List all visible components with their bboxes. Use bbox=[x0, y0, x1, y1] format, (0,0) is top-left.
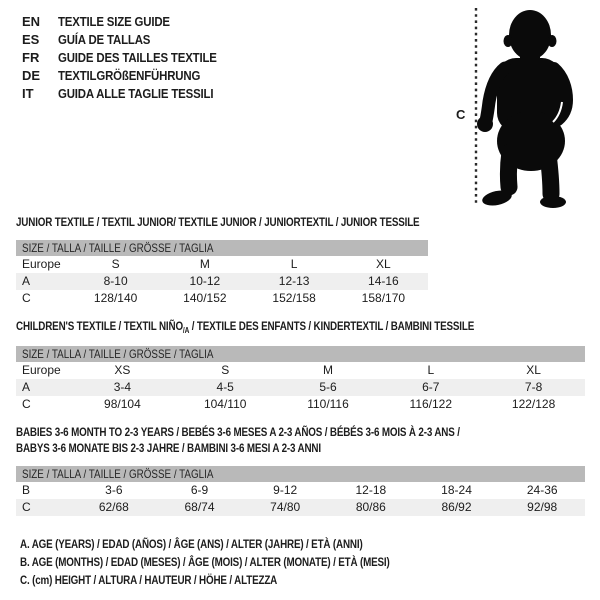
table-title-line bbox=[16, 318, 483, 336]
language-code: IT bbox=[22, 86, 34, 101]
footnote-line: C. (cm) HEIGHT / ALTURA / HAUTEUR / HÖHE / ALTEZZA bbox=[20, 573, 278, 587]
row-label: B bbox=[22, 483, 31, 497]
table-cell: S bbox=[221, 363, 230, 377]
language-title: GUIDA ALLE TAGLIE TESSILI bbox=[58, 86, 214, 101]
size-header-text: SIZE / TALLA / TAILLE / GRÖSSE / TAGLIA bbox=[22, 241, 214, 255]
row-label: C bbox=[22, 500, 31, 514]
table-cell: 80/86 bbox=[355, 500, 386, 514]
table-cell: 62/68 bbox=[98, 500, 129, 514]
table-cell: 74/80 bbox=[270, 500, 301, 514]
table-cell: 6-9 bbox=[190, 483, 209, 497]
table-cell: 68/74 bbox=[184, 500, 215, 514]
language-row bbox=[22, 85, 238, 103]
table-cell: 4-5 bbox=[216, 380, 234, 394]
row-label: C bbox=[22, 397, 31, 411]
table-row bbox=[16, 499, 585, 516]
language-title: GUIDE DES TAILLES TEXTILE bbox=[58, 50, 217, 65]
table-row bbox=[16, 396, 585, 413]
table-title bbox=[16, 318, 483, 336]
table-cell: 10-12 bbox=[189, 274, 221, 288]
table-cell: 24-36 bbox=[526, 483, 558, 497]
table-title bbox=[16, 424, 483, 456]
table-cell: 8-10 bbox=[103, 274, 128, 288]
row-label: Europe bbox=[22, 363, 61, 377]
baby-silhouette-icon bbox=[450, 4, 584, 212]
table-cell: XL bbox=[376, 257, 391, 271]
table-title-line bbox=[16, 424, 483, 440]
table-title-text: BABIES 3-6 MONTH TO 2-3 YEARS / BEBÉS 3-6 MESES A 2-3 AÑOS / BÉBÉS 3-6 MOIS À 2-3 ANS / bbox=[16, 425, 460, 439]
table-cell: 9-12 bbox=[273, 483, 298, 497]
language-code: FR bbox=[22, 50, 40, 65]
table-cell: 128/140 bbox=[93, 291, 138, 305]
table-cell: 12-18 bbox=[355, 483, 387, 497]
table-row bbox=[16, 256, 428, 273]
table-cell: L bbox=[290, 257, 298, 271]
table-row bbox=[16, 482, 585, 499]
table-title-text: JUNIOR TEXTILE / TEXTIL JUNIOR/ TEXTILE JUNIOR / JUNIORTEXTIL / JUNIOR TESSILE bbox=[16, 215, 420, 229]
row-label: Europe bbox=[22, 257, 61, 271]
table-cell: 158/170 bbox=[361, 291, 406, 305]
language-title: TEXTILE SIZE GUIDE bbox=[58, 14, 170, 29]
language-code: ES bbox=[22, 32, 40, 47]
table-row bbox=[16, 379, 585, 396]
table-rows bbox=[16, 362, 585, 413]
table-babies-textile bbox=[16, 424, 585, 516]
table-cell: XL bbox=[526, 363, 541, 377]
language-row bbox=[22, 13, 238, 31]
size-header-text: SIZE / TALLA / TAILLE / GRÖSSE / TAGLIA bbox=[22, 467, 214, 481]
table-cell: 152/158 bbox=[272, 291, 316, 305]
table-rows bbox=[16, 256, 428, 307]
table-row bbox=[16, 362, 585, 379]
table-cell: 3-4 bbox=[113, 380, 132, 394]
table-cell: M bbox=[322, 363, 333, 377]
table-cell: 104/110 bbox=[203, 397, 247, 411]
size-header-bar bbox=[16, 466, 585, 482]
table-title-text: / TEXTILE DES ENFANTS / KINDERTEXTIL / BAMBINI TESSILE bbox=[189, 319, 475, 333]
table-cell: 7-8 bbox=[524, 380, 543, 394]
table-cell: 18-24 bbox=[441, 483, 472, 497]
table-cell: 5-6 bbox=[319, 380, 337, 394]
table-cell: 110/116 bbox=[307, 397, 349, 411]
figure-area bbox=[450, 4, 584, 212]
language-title: TEXTILGRÖßENFÜHRUNG bbox=[58, 68, 201, 83]
table-cell: 140/152 bbox=[183, 291, 227, 305]
footnotes bbox=[20, 535, 471, 589]
table-title-line bbox=[16, 214, 420, 230]
language-row bbox=[22, 67, 238, 85]
table-cell: S bbox=[111, 257, 120, 271]
footnote-line: B. AGE (MONTHS) / EDAD (MESES) / ÂGE (MOIS) / ALTER (MONATE) / ETÀ (MESI) bbox=[20, 555, 390, 569]
table-title-text: BABYS 3-6 MONATE BIS 2-3 JAHRE / BAMBINI 3-6 MESI A 2-3 ANNI bbox=[16, 441, 321, 455]
table-cell: XS bbox=[114, 363, 131, 377]
row-label: C bbox=[22, 291, 31, 305]
table-cell: 86/92 bbox=[441, 500, 472, 514]
table-cell: 3-6 bbox=[105, 483, 123, 497]
table-cell: 92/98 bbox=[527, 500, 558, 514]
language-list bbox=[22, 13, 238, 103]
table-cell: 116/122 bbox=[409, 397, 453, 411]
language-row bbox=[22, 31, 238, 49]
table-cell: 6-7 bbox=[422, 380, 440, 394]
table-cell: 98/104 bbox=[104, 397, 141, 411]
table-title bbox=[16, 214, 420, 230]
table-children-textile bbox=[16, 318, 585, 413]
height-measure-label: C bbox=[456, 107, 466, 122]
size-header-text: SIZE / TALLA / TAILLE / GRÖSSE / TAGLIA bbox=[22, 347, 214, 361]
size-header-bar bbox=[16, 346, 585, 362]
table-title-line bbox=[16, 440, 483, 456]
table-cell: M bbox=[199, 257, 210, 271]
row-label: A bbox=[22, 274, 31, 288]
language-code: DE bbox=[22, 68, 41, 83]
size-header-bar bbox=[16, 240, 428, 256]
table-junior-textile bbox=[16, 214, 428, 307]
footnote-line: A. AGE (YEARS) / EDAD (AÑOS) / ÂGE (ANS) / ALTER (JAHRE) / ETÀ (ANNI) bbox=[20, 537, 363, 551]
table-cell: 14-16 bbox=[368, 274, 399, 288]
table-title-subscript: /A bbox=[182, 326, 190, 335]
table-cell: L bbox=[427, 363, 435, 377]
language-title: GUÍA DE TALLAS bbox=[58, 32, 151, 47]
language-code: EN bbox=[22, 14, 41, 29]
table-rows bbox=[16, 482, 585, 516]
table-title-text: CHILDREN'S TEXTILE / TEXTIL NIÑO bbox=[16, 319, 183, 333]
table-cell: 12-13 bbox=[278, 274, 310, 288]
table-row bbox=[16, 290, 428, 307]
table-row bbox=[16, 273, 428, 290]
table-cell: 122/128 bbox=[511, 397, 556, 411]
row-label: A bbox=[22, 380, 31, 394]
language-row bbox=[22, 49, 238, 67]
